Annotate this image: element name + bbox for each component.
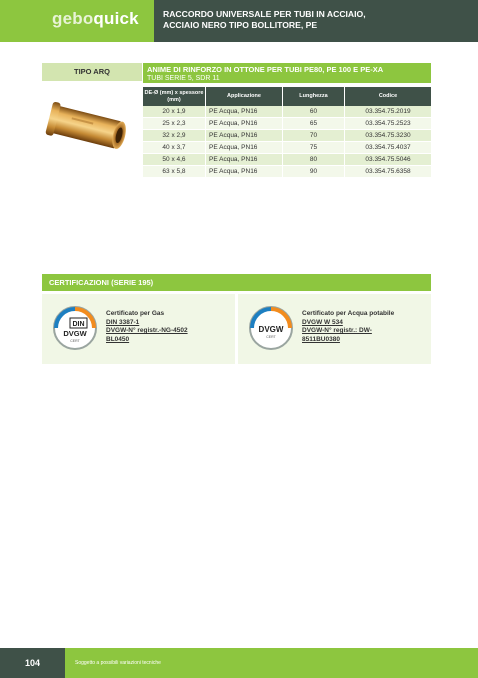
cert-water-line-2: DVGW W 534 xyxy=(302,318,343,326)
table-row xyxy=(143,106,431,118)
spec-table xyxy=(143,87,431,178)
brass-insert-image xyxy=(44,100,136,156)
cert-water-line-1: Certificato per Acqua potabile xyxy=(302,310,395,317)
col-header-code: Codice xyxy=(345,87,432,106)
table-row xyxy=(143,154,431,166)
table-header-row xyxy=(143,87,431,106)
cell-code: 03.354.75.2523 xyxy=(345,118,432,130)
header-title-line-2: ACCIAIO NERO TIPO BOLLITORE, PE xyxy=(163,20,318,30)
col-header-application: Applicazione xyxy=(206,87,283,106)
cell-application: PE Acqua, PN16 xyxy=(206,166,283,178)
table-row xyxy=(143,118,431,130)
cert-gas-line-2: DIN 3387-1 xyxy=(106,318,140,326)
logo-part-gebo: gebo xyxy=(52,9,94,28)
cell-length: 75 xyxy=(283,142,345,154)
brand-logo-box xyxy=(0,0,154,42)
dvgw-logo-text: DVGW xyxy=(258,325,284,334)
page-header xyxy=(0,0,478,42)
brand-logo xyxy=(52,9,139,29)
cell-length: 70 xyxy=(283,130,345,142)
cell-code: 03.354.75.6358 xyxy=(345,166,432,178)
cell-application: PE Acqua, PN16 xyxy=(206,130,283,142)
cert-text-gas xyxy=(106,310,188,344)
header-title xyxy=(163,9,463,31)
cell-diameter: 20 x 1,9 xyxy=(143,106,206,118)
footer-note: Soggetto a possibili variazioni tecniche xyxy=(75,660,161,666)
cert-logo-text: CERT xyxy=(70,339,80,343)
cert-water-line-3: DVGW-N° registr.: DW- xyxy=(302,327,372,335)
col-header-diameter: DE-Ø (mm) x spessore (mm) xyxy=(143,87,206,106)
din-logo-text: DIN xyxy=(72,321,85,328)
logo-part-quick: quick xyxy=(93,9,139,28)
product-subtitle: TUBI SERIE 5, SDR 11 xyxy=(147,75,220,82)
table-row xyxy=(143,130,431,142)
cell-length: 60 xyxy=(283,106,345,118)
header-title-line-1: RACCORDO UNIVERSALE PER TUBI IN ACCIAIO, xyxy=(163,9,366,19)
page-number: 104 xyxy=(0,648,65,678)
cell-diameter: 25 x 2,3 xyxy=(143,118,206,130)
cell-diameter: 63 x 5,8 xyxy=(143,166,206,178)
cert-gas-line-1: Certificato per Gas xyxy=(106,310,165,317)
cell-application: PE Acqua, PN16 xyxy=(206,154,283,166)
dvgw-logo-text: DVGW xyxy=(63,329,87,338)
cell-application: PE Acqua, PN16 xyxy=(206,106,283,118)
tipo-label: TIPO ARQ xyxy=(42,63,142,81)
cert-water-line-4: 8511BU0380 xyxy=(302,335,340,343)
cert-panel-water xyxy=(238,294,431,364)
cert-logo-text: CERT xyxy=(266,335,276,339)
certifications-title: CERTIFICAZIONI (SERIE 195) xyxy=(49,278,154,287)
din-dvgw-cert-icon xyxy=(52,305,98,351)
cell-diameter: 32 x 2,9 xyxy=(143,130,206,142)
cell-code: 03.354.75.2019 xyxy=(345,106,432,118)
cell-application: PE Acqua, PN16 xyxy=(206,118,283,130)
certifications-header xyxy=(42,274,431,291)
cell-code: 03.354.75.3230 xyxy=(345,130,432,142)
product-header xyxy=(143,63,431,83)
cert-gas-line-3: DVGW-N° registr.-NG-4502 xyxy=(106,327,188,335)
cert-text-water xyxy=(302,310,394,344)
cell-length: 80 xyxy=(283,154,345,166)
table-row xyxy=(143,142,431,154)
cell-code: 03.354.75.5046 xyxy=(345,154,432,166)
cell-length: 65 xyxy=(283,118,345,130)
page-footer xyxy=(0,648,478,678)
table-row xyxy=(143,166,431,178)
cell-length: 90 xyxy=(283,166,345,178)
cell-diameter: 40 x 3,7 xyxy=(143,142,206,154)
cell-code: 03.354.75.4037 xyxy=(345,142,432,154)
product-title: ANIME DI RINFORZO IN OTTONE PER TUBI PE80, PE 100 E PE-XA xyxy=(147,65,384,74)
cert-gas-line-4: BL0450 xyxy=(106,335,130,343)
cell-diameter: 50 x 4,6 xyxy=(143,154,206,166)
dvgw-cert-icon xyxy=(248,305,294,351)
cert-panel-gas xyxy=(42,294,235,364)
cell-application: PE Acqua, PN16 xyxy=(206,142,283,154)
col-header-length: Lunghezza xyxy=(283,87,345,106)
